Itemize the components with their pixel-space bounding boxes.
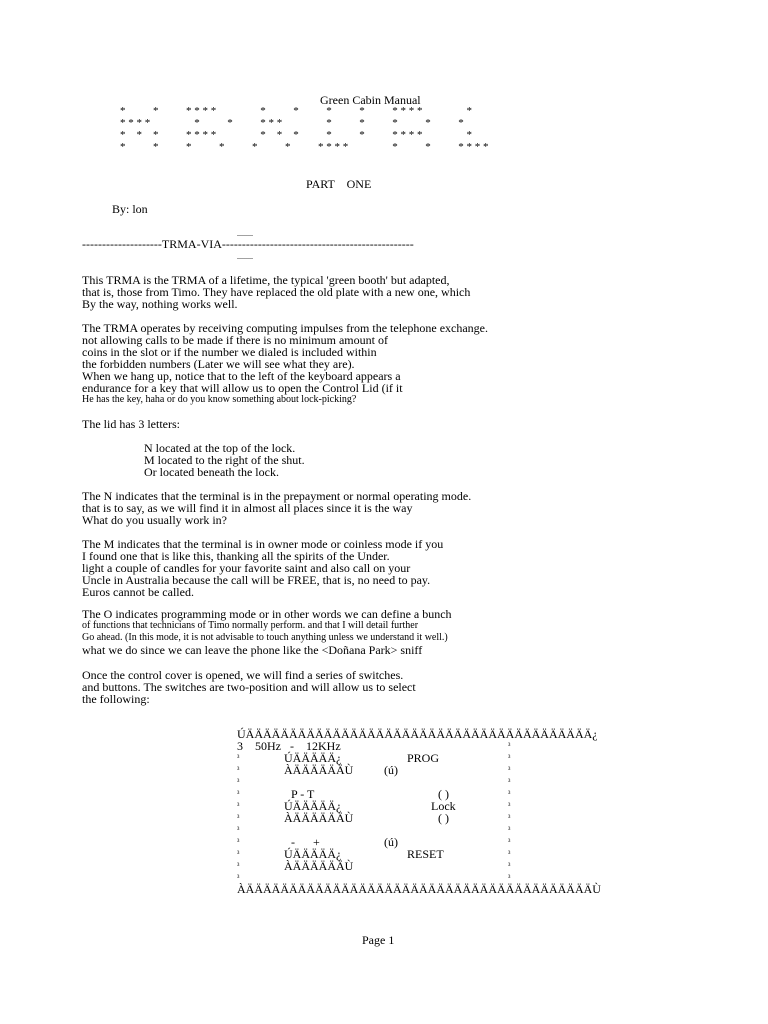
left-border-mark: ³ xyxy=(237,801,240,810)
text-line: When we hang up, notice that to the left of the keyboard appears a xyxy=(82,369,401,383)
left-border-mark: ³ xyxy=(237,825,240,834)
left-border-mark: ³ xyxy=(237,861,240,870)
right-border-mark: ³ xyxy=(508,813,511,822)
text-line: and buttons. The switches are two-position and will allow us to select xyxy=(82,680,416,694)
frequency-label: 3 50Hz - 12KHz xyxy=(237,739,341,753)
text-line: coins in the slot or if the number we dialed is included within xyxy=(82,345,377,359)
switch-2-top: ÚÄÄÄÄÄ¿ xyxy=(284,799,342,813)
left-border-mark: ³ xyxy=(237,873,240,882)
right-border-mark: ³ xyxy=(508,801,511,810)
left-border-mark: ³ xyxy=(237,765,240,774)
text-line: The O indicates programming mode or in other words we can define a bunch xyxy=(82,607,452,621)
prog-label: PROG xyxy=(407,751,440,765)
text-line: The M indicates that the terminal is in owner mode or coinless mode if you xyxy=(82,537,444,551)
right-border-mark: ³ xyxy=(508,789,511,798)
switch-3-top: ÚÄÄÄÄÄ¿ xyxy=(284,847,342,861)
switch-1-bottom: ÀÄÄÄÄÄÄÙ xyxy=(284,763,354,777)
text-line: light a couple of candles for your favorite saint and also call on your xyxy=(82,561,411,575)
text-line: that is to say, as we will find it in almost all places since it is the way xyxy=(82,501,413,515)
diagram-top-border: ÚÄÄÄÄÄÄÄÄÄÄÄÄÄÄÄÄÄÄÄÄÄÄÄÄÄÄÄÄÄÄÄÄÄÄÄÄÄÄÄÄ¿ xyxy=(237,727,598,741)
text-line: not allowing calls to be made if there is no minimum amount of xyxy=(82,333,388,347)
text-line: What do you usually work in? xyxy=(82,513,227,527)
lock-indicator-top: ( ) xyxy=(438,787,449,801)
left-border-mark: ³ xyxy=(237,849,240,858)
text-line: Once the control cover is opened, we will find a series of switches. xyxy=(82,668,404,682)
switch-2-bottom: ÀÄÄÄÄÄÄÙ xyxy=(284,811,354,825)
list-item: N located at the top of the lock. xyxy=(144,441,296,455)
right-border-mark: ³ xyxy=(508,825,511,834)
text-line: endurance for a key that will allow us to open the Control Lid (if it xyxy=(82,381,403,395)
text-line: By the way, nothing works well. xyxy=(82,297,238,311)
text-line-small: Go ahead. (In this mode, it is not advisable to touch anything unless we understand it well.) xyxy=(82,632,448,643)
dots-bottom: ........ xyxy=(237,252,253,261)
text-line: the following: xyxy=(82,692,150,706)
reset-label: RESET xyxy=(407,847,444,861)
dots-top: ........ xyxy=(237,229,253,238)
document-title: Green Cabin Manual xyxy=(320,93,421,107)
page-number: Page 1 xyxy=(362,933,395,947)
text-line: The N indicates that the terminal is in the prepayment or normal operating mode. xyxy=(82,489,472,503)
star-banner-row-1: * * * * * * * * * * * * * * * xyxy=(120,105,472,117)
paragraph-5 xyxy=(82,538,443,598)
text-line: This TRMA is the TRMA of a lifetime, the typical 'green booth' but adapted, xyxy=(82,273,450,287)
paragraph-3: The lid has 3 letters: xyxy=(82,417,180,431)
right-border-mark: ³ xyxy=(508,741,511,750)
left-border-mark: ³ xyxy=(237,837,240,846)
text-line-small: He has the key, haha or do you know something about lock-picking? xyxy=(82,394,357,405)
list-item: M located to the right of the shut. xyxy=(144,453,305,467)
prog-indicator: (ú) xyxy=(384,763,398,777)
text-line: the forbidden numbers (Later we will see what they are). xyxy=(82,357,355,371)
reset-indicator: (ú) xyxy=(384,835,398,849)
right-border-mark: ³ xyxy=(508,753,511,762)
left-border-mark: ³ xyxy=(237,789,240,798)
letters-list xyxy=(144,442,305,478)
switch-1-top: ÚÄÄÄÄÄ¿ xyxy=(284,751,342,765)
lock-label: Lock xyxy=(431,799,456,813)
text-line: that is, those from Timo. They have replaced the old plate with a new one, which xyxy=(82,285,471,299)
text-line: The TRMA operates by receiving computing impulses from the telephone exchange. xyxy=(82,321,489,335)
text-line: Euros cannot be called. xyxy=(82,585,194,599)
text-line: I found one that is like this, thanking all the spirits of the Under. xyxy=(82,549,390,563)
left-border-mark: ³ xyxy=(237,753,240,762)
list-item: Or located beneath the lock. xyxy=(144,465,279,479)
section-separator: --------------------TRMA-VIA------------------------------------------------ xyxy=(82,237,414,251)
star-banner-row-3: * * * * * * * * * * * * * * * * * xyxy=(120,129,472,141)
minus-plus-label: - + xyxy=(291,835,320,849)
pt-label: P - T xyxy=(291,787,315,801)
right-border-mark: ³ xyxy=(508,777,511,786)
right-border-mark: ³ xyxy=(508,837,511,846)
paragraph-1 xyxy=(82,274,470,310)
paragraph-7 xyxy=(82,669,416,705)
left-border-mark: ³ xyxy=(237,777,240,786)
byline: By: lon xyxy=(112,202,148,216)
right-border-mark: ³ xyxy=(508,849,511,858)
text-line: what we do since we can leave the phone like the <Doñana Park> sniff xyxy=(82,643,423,657)
star-banner-row-2: * * * * * * * * * * * * * * xyxy=(120,117,464,129)
star-banner-row-4: * * * * * * * * * * * * * * * * xyxy=(120,141,489,153)
switch-3-bottom: ÀÄÄÄÄÄÄÙ xyxy=(284,859,354,873)
text-line: Uncle in Australia because the call will be FREE, that is, no need to pay. xyxy=(82,573,431,587)
paragraph-4 xyxy=(82,490,471,526)
right-border-mark: ³ xyxy=(508,861,511,870)
paragraph-2 xyxy=(82,322,488,406)
right-border-mark: ³ xyxy=(508,873,511,882)
left-border-mark: ³ xyxy=(237,813,240,822)
right-border-mark: ³ xyxy=(508,765,511,774)
part-heading: PART ONE xyxy=(306,177,372,191)
lock-indicator-bottom: ( ) xyxy=(438,811,449,825)
diagram-bottom-border: ÀÄÄÄÄÄÄÄÄÄÄÄÄÄÄÄÄÄÄÄÄÄÄÄÄÄÄÄÄÄÄÄÄÄÄÄÄÄÄÄÄÙ xyxy=(237,882,601,896)
paragraph-6 xyxy=(82,608,452,656)
text-line-small: of functions that technicians of Timo normally perform. and that I will detail further xyxy=(82,620,419,631)
